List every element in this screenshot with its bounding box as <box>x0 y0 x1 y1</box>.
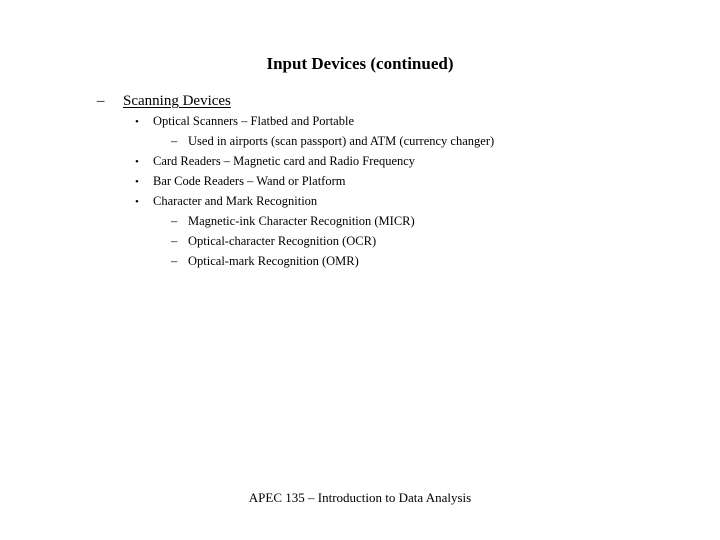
bullet-marker: • <box>135 176 139 188</box>
bullet-item-card-readers <box>135 153 415 170</box>
bullet-marker: • <box>135 116 139 128</box>
sub-item-label: Optical-mark Recognition (OMR) <box>188 254 359 268</box>
bullet-item-label: Card Readers – Magnetic card and Radio Frequency <box>153 154 416 168</box>
sub-item-label: Optical-character Recognition (OCR) <box>188 234 377 248</box>
sub-item-label: Used in airports (scan passport) and ATM (currency changer) <box>188 134 495 148</box>
dash-marker: – <box>171 254 178 268</box>
bullet-marker: • <box>135 196 139 208</box>
bullet-item-character-mark-recognition <box>135 193 317 210</box>
bullet-item-label: Character and Mark Recognition <box>153 194 318 208</box>
dash-marker: – <box>171 234 178 248</box>
bullet-item-optical-scanners <box>135 113 354 130</box>
bullet-item-bar-code-readers <box>135 173 345 190</box>
sub-item-omr <box>171 253 359 269</box>
level1-item-scanning-devices <box>97 92 231 110</box>
dash-marker: – <box>171 214 178 228</box>
sub-item-label: Magnetic-ink Character Recognition (MICR) <box>188 214 415 228</box>
sub-item-ocr <box>171 233 376 249</box>
slide-footer: APEC 135 – Introduction to Data Analysis <box>248 490 472 505</box>
bullet-item-label: Optical Scanners – Flatbed and Portable <box>153 114 354 128</box>
slide-title: Input Devices (continued) <box>266 54 454 73</box>
dash-marker: – <box>97 93 105 109</box>
sub-item-airports-atm <box>171 133 494 149</box>
sub-item-micr <box>171 213 415 229</box>
level1-item-label: Scanning Devices <box>123 93 231 109</box>
bullet-item-label: Bar Code Readers – Wand or Platform <box>153 174 346 188</box>
dash-marker: – <box>171 134 178 148</box>
bullet-marker: • <box>135 156 139 168</box>
